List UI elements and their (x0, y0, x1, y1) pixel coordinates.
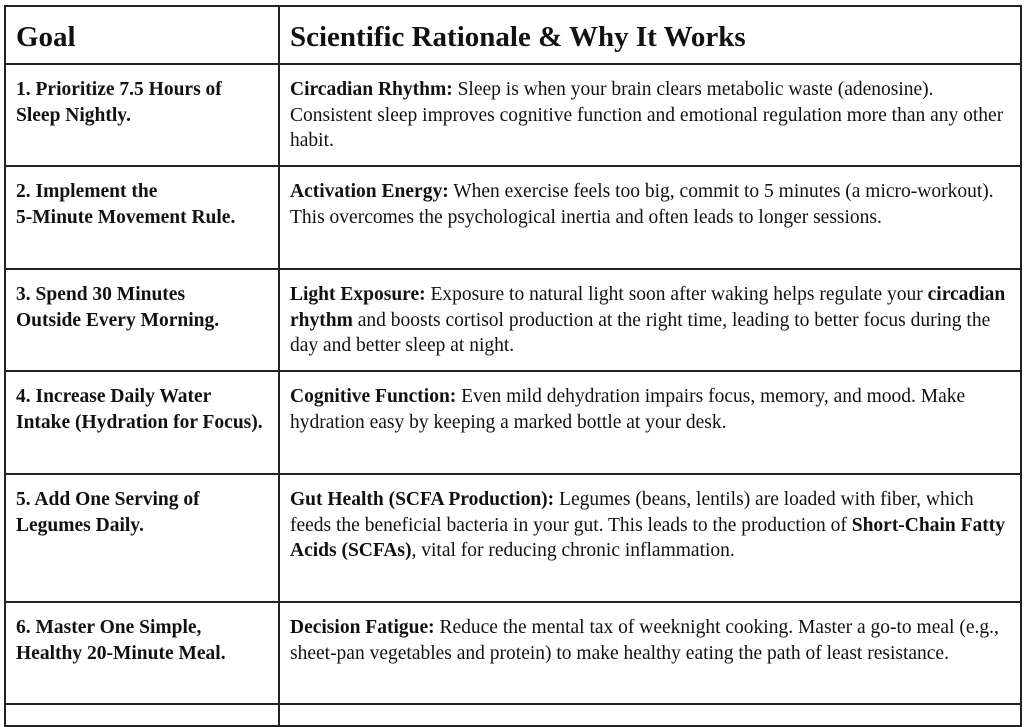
goal-line: 2. Implement the (16, 181, 158, 202)
rationale-text: Legumes (beans, lentils) are loaded with fiber, which feeds the beneficial bacteria in your gut. This leads to the production of (290, 489, 974, 536)
rationale-text: , vital for reducing chronic inflammation. (411, 540, 735, 561)
rationale-term: Gut Health (SCFA Production): (290, 489, 555, 510)
rationale-text: and boosts cortisol production at the right time, leading to better focus during the day and better sleep at night. (290, 309, 991, 356)
rationale-cell-empty (280, 705, 1022, 727)
rationale-term: Light Exposure: (290, 284, 426, 305)
goal-cell (6, 270, 280, 370)
table-header-row (6, 7, 1022, 65)
rationale-text: Exposure to natural light soon after waking helps regulate your (425, 284, 928, 305)
goal-cell-empty (6, 705, 280, 727)
table-row (6, 372, 1022, 475)
rationale-cell (280, 167, 1022, 268)
rationale-cell (280, 270, 1022, 370)
header-goal: Goal (6, 7, 280, 63)
goal-cell: 1. Prioritize 7.5 Hours of Sleep Nightly. (6, 65, 280, 165)
table-row (6, 475, 1022, 603)
goal-cell: 4. Increase Daily Water Intake (Hydration for Focus). (6, 372, 280, 473)
goal-line: 5-Minute Movement Rule. (16, 206, 236, 228)
rationale-bold-term: circadian rhythm (290, 284, 1006, 331)
table-row (6, 603, 1022, 705)
rationale-cell (280, 65, 1022, 165)
table-row-partial (6, 705, 1022, 727)
rationale-cell (280, 372, 1022, 473)
rationale-cell (280, 603, 1022, 703)
rationale-term: Decision Fatigue: (290, 617, 435, 638)
goal-line: Outside Every Morning. (16, 309, 220, 331)
rationale-text: When exercise feels too big, commit to 5 minutes (a micro-workout). This overcomes the psychological inertia and often leads to longer sessions. (290, 181, 994, 228)
goal-line: 6. Master One Simple, (16, 617, 202, 638)
rationale-text: Sleep is when your brain clears metabolic waste (adenosine). Consistent sleep improves cognitive function and emotional regulation more than any other habit. (290, 79, 1004, 151)
rationale-bold-term: Short-Chain Fatty Acids (SCFAs) (290, 514, 1006, 561)
rationale-term: Circadian Rhythm: (290, 79, 453, 100)
rationale-text: Even mild dehydration impairs focus, memory, and mood. Make hydration easy by keeping a marked bottle at your desk. (290, 386, 966, 433)
header-rationale: Scientific Rationale & Why It Works (280, 7, 1022, 63)
table-row (6, 270, 1022, 372)
goal-cell: 5. Add One Serving of Legumes Daily. (6, 475, 280, 601)
rationale-cell (280, 475, 1022, 601)
rationale-text: Reduce the mental tax of weeknight cooking. Master a go-to meal (e.g., sheet-pan vegetables and protein) to make healthy eating the path of least resistance. (290, 617, 999, 664)
goal-line: Healthy 20-Minute Meal. (16, 642, 226, 664)
goal-line: 3. Spend 30 Minutes (16, 284, 186, 305)
table-row (6, 65, 1022, 167)
goals-table (4, 5, 1022, 727)
rationale-term: Activation Energy: (290, 181, 449, 202)
rationale-term: Cognitive Function: (290, 386, 457, 407)
goal-cell (6, 167, 280, 268)
table-row (6, 167, 1022, 270)
goal-cell (6, 603, 280, 703)
